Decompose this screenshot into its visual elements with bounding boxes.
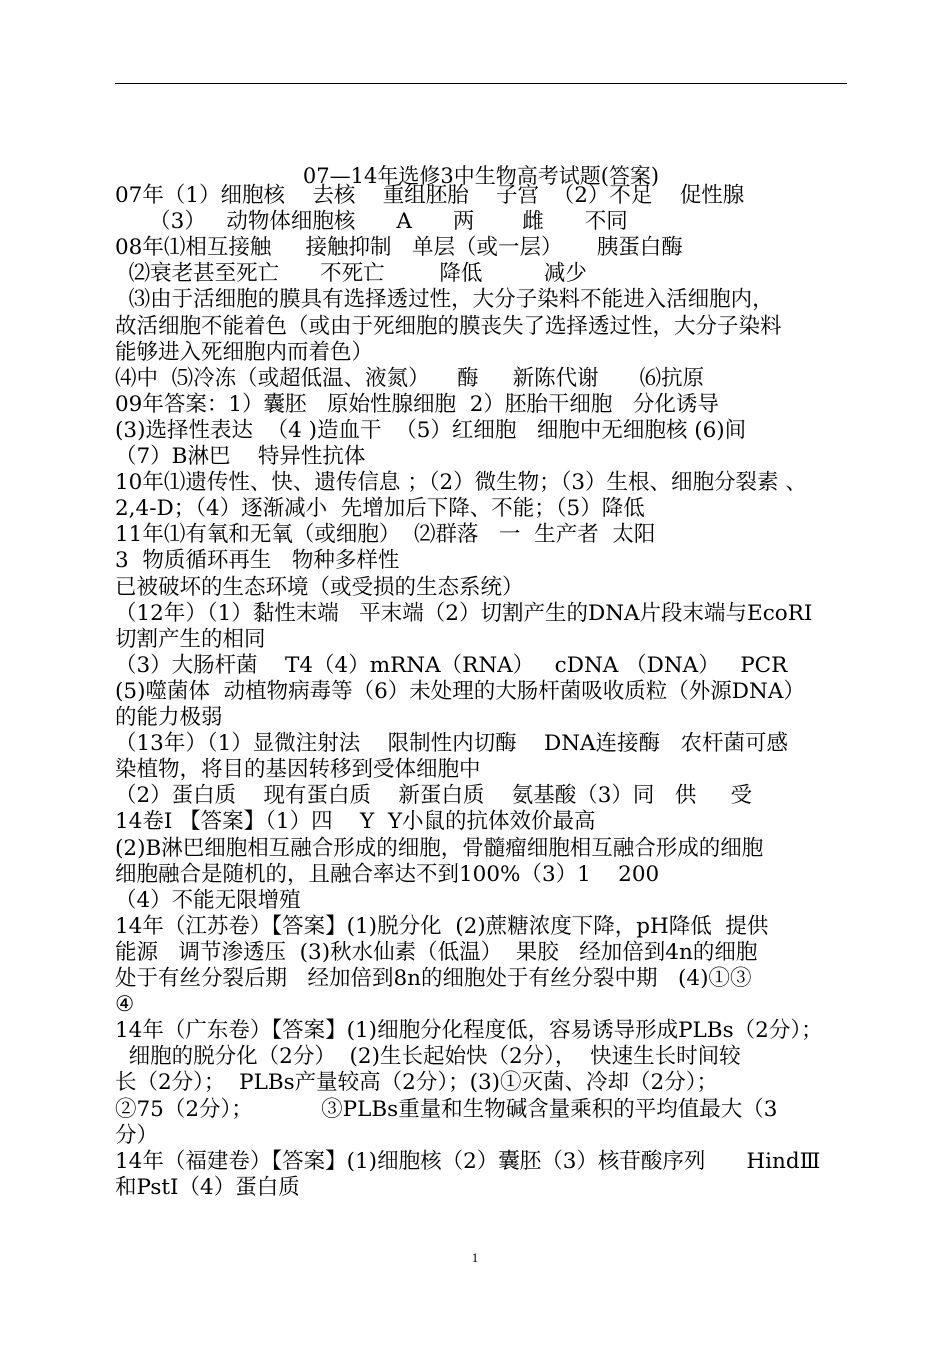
answer-line: 14年（福建卷）【答案】(1)细胞核（2）囊胚（3）核苷酸序列 HindⅢ [115, 1148, 821, 1174]
answer-line: 长（2分）； PLBs产量较高（2分）；(3)①灭菌、冷却（2分）； [115, 1070, 718, 1096]
answer-line: ④ [115, 992, 135, 1018]
answer-line: 3 物质循环再生 物种多样性 [115, 548, 400, 574]
answer-line: 11年⑴有氧和无氧（或细胞） ⑵群落 一 生产者 太阳 [115, 522, 656, 548]
answer-line: 故活细胞不能着色（或由于死细胞的膜丧失了选择透过性，大分子染料 [115, 313, 782, 339]
answer-line: （13年）（1）显微注射法 限制性内切酶 DNA连接酶 农杆菌可感 [115, 731, 789, 757]
answer-line: ②75（2分）； ③PLBs重量和生物碱含量乘积的平均值最大（3 [115, 1096, 778, 1122]
answer-line: 切割产生的相同 [115, 626, 266, 652]
answer-line: （12年）（1）黏性末端 平末端（2）切割产生的DNA片段末端与EcoRⅠ [115, 600, 813, 626]
answer-line: 细胞的脱分化（2分） (2)生长起始快（2分）， 快速生长时间较 [115, 1044, 741, 1070]
answer-line: 08年⑴相互接触 接触抑制 单层（或一层） 胰蛋白酶 [115, 235, 683, 261]
answer-line: 07年（1）细胞核 去核 重组胚胎 子宫 （2）不足 促性腺 [115, 183, 745, 208]
answer-line: 14年（江苏卷）【答案】(1)脱分化 (2)蔗糖浓度下降，pH降低 提供 [115, 913, 769, 939]
answer-line: 细胞融合是随机的，且融合率达不到100%（3）1 200 [115, 861, 660, 887]
answer-line: 和PstⅠ（4）蛋白质 [115, 1174, 300, 1200]
answer-line: 09年答案：1）囊胚 原始性腺细胞 2）胚胎干细胞 分化诱导 [115, 391, 719, 417]
answer-line: 10年⑴遗传性、快、遗传信息 ；（2）微生物；（3）生根、细胞分裂素 、 [115, 470, 807, 496]
answer-line: 14卷Ⅰ 【答案】（1）四 Y Y小鼠的抗体效价最高 [115, 809, 596, 835]
answer-line: ⑵衰老甚至死亡 不死亡 降低 减少 [115, 261, 587, 287]
header-rule [115, 83, 847, 84]
document-title: 07—14年选修3中生物高考试题(答案) [302, 164, 660, 188]
answer-line: 14年（广东卷）【答案】(1)细胞分化程度低，容易诱导形成PLBs（2分）； [115, 1018, 823, 1044]
page-number: 1 [471, 1250, 479, 1265]
answer-line: 的能力极弱 [115, 705, 223, 730]
answer-line: 处于有丝分裂后期 经加倍到8n的细胞处于有丝分裂中期 (4)①③ [115, 966, 752, 991]
answer-line: (3)选择性表达 （4 )造血干 （5）红细胞 细胞中无细胞核 (6)间 [115, 417, 747, 443]
answer-line: （3） 动物体细胞核 A 两 雌 不同 [115, 209, 628, 235]
answer-line: 2,4-D；（4）逐渐减小 先增加后下降、不能；（5）降低 [115, 496, 645, 522]
answer-line: 能源 调节渗透压 (3)秋水仙素（低温） 果胶 经加倍到4n的细胞 [115, 939, 758, 965]
answer-line: （4）不能无限增殖 [115, 887, 301, 913]
answer-line: 分） [115, 1122, 159, 1148]
answer-line: （3）大肠杆菌 T4（4）mRNA（RNA） cDNA （DNA） PCR [115, 652, 788, 678]
answer-line: 已被破坏的生态环境（或受损的生态系统） [115, 574, 524, 600]
answer-line: 能够进入死细胞内而着色） [115, 339, 374, 365]
answer-line: (5)噬菌体 动植物病毒等（6）未处理的大肠杆菌吸收质粒（外源DNA） [115, 678, 805, 704]
answer-line: ⑶由于活细胞的膜具有选择透过性，大分子染料不能进入活细胞内， [115, 287, 774, 313]
answer-line: （7）B淋巴 特异性抗体 [115, 444, 366, 469]
answer-line: 染植物，将目的基因转移到受体细胞中 [115, 757, 481, 783]
answer-line: ⑷中 ⑸冷冻（或超低温、液氮） 酶 新陈代谢 ⑹抗原 [115, 365, 705, 391]
answer-line: （2）蛋白质 现有蛋白质 新蛋白质 氨基酸（3）同 供 受 [115, 783, 753, 809]
answer-line: (2)B淋巴细胞相互融合形成的细胞，骨髓瘤细胞相互融合形成的细胞 [115, 835, 764, 861]
